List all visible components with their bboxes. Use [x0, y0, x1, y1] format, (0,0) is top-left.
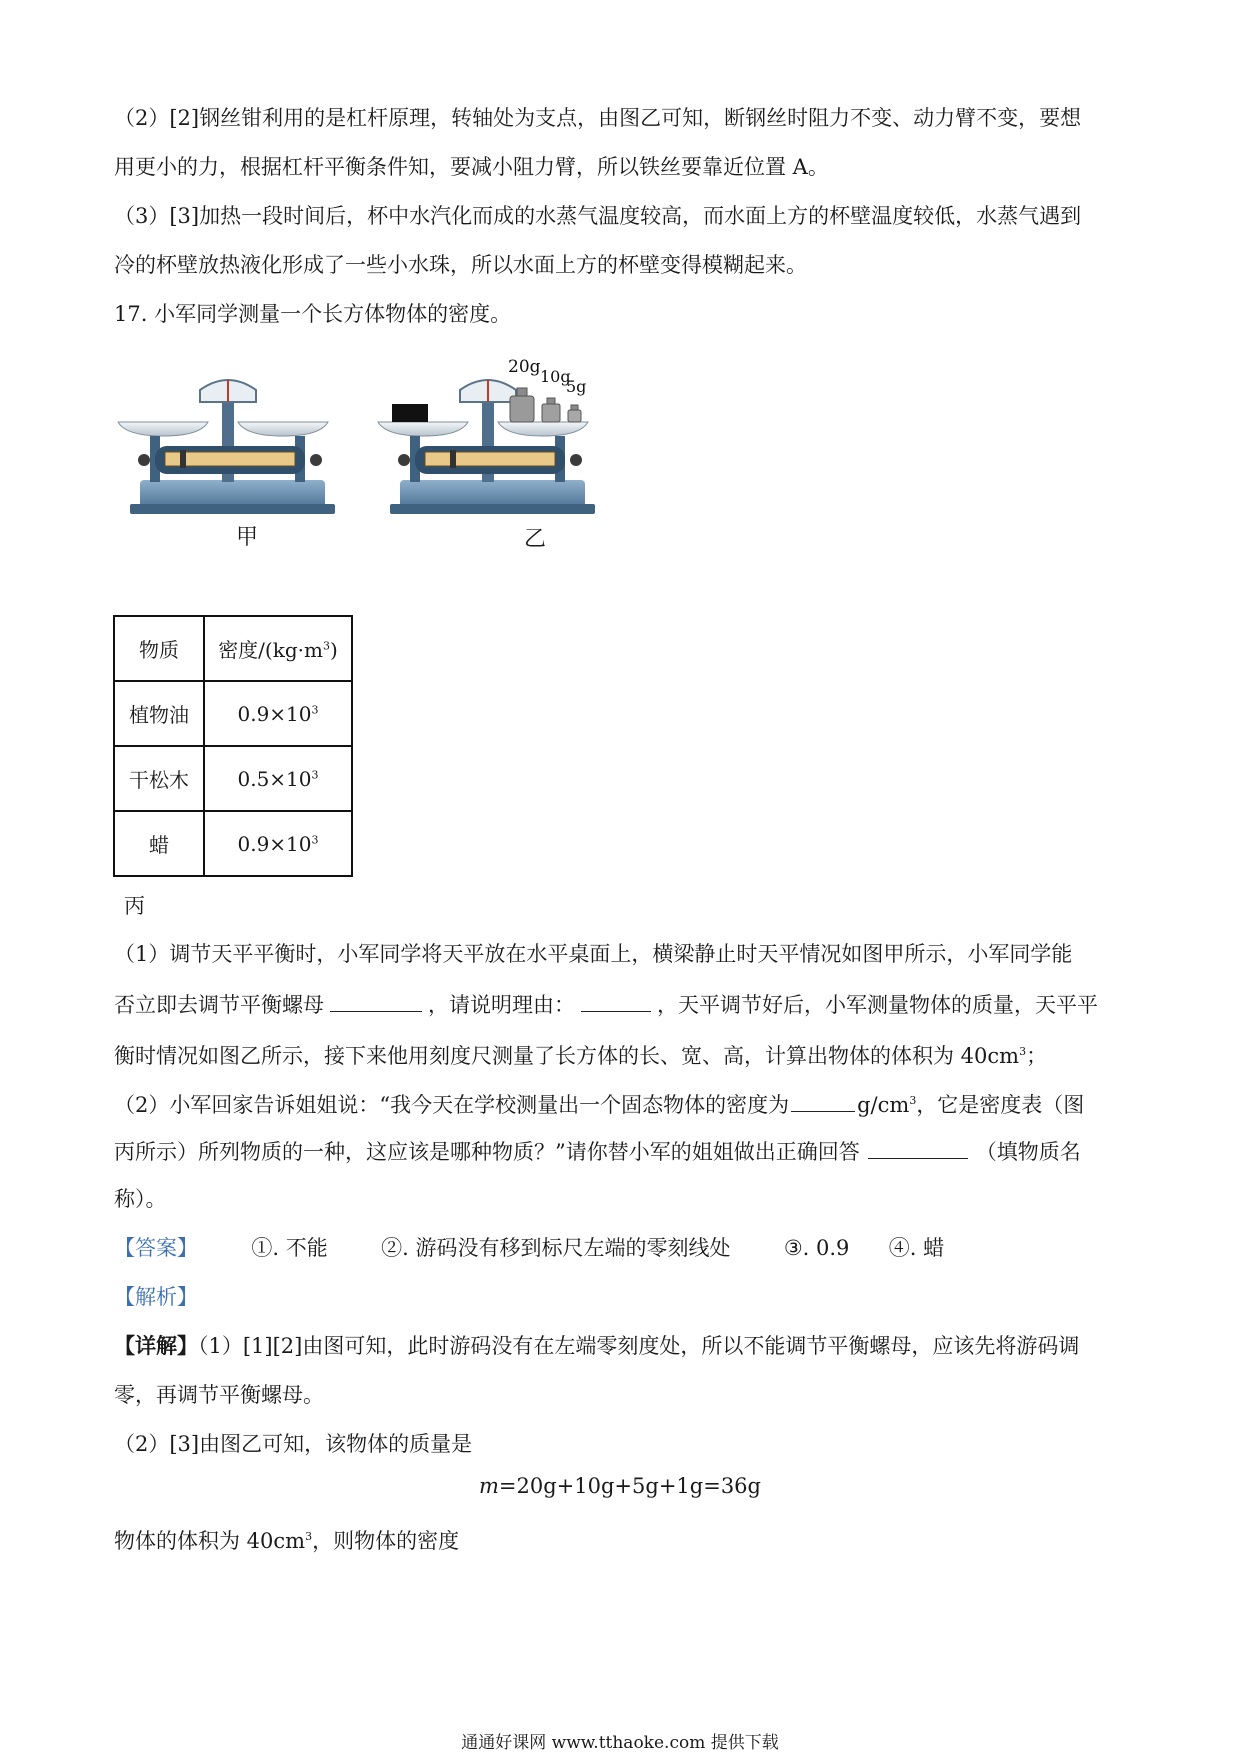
part2-line-2: 丙所示）所列物质的一种，这应该是哪种物质？”请你替小军的姐姐做出正确回答 （填物质名	[114, 1136, 1081, 1166]
density-table	[113, 615, 353, 877]
balance-left	[118, 380, 335, 514]
part2-line-1: （2）小军回家告诉姐姐说：“我今天在学校测量出一个固态物体的密度为 $g/cm^3$，它是密度表（图	[114, 1087, 1084, 1119]
answer-item-1: ①. 不能	[251, 1236, 328, 1260]
intro-line-1: （2）[2]钢丝钳利用的是杠杆原理，转轴处为支点，由图乙可知，断钢丝时阻力不变、动力臂不变，要想	[114, 106, 1082, 130]
cell-name: 植物油	[114, 681, 204, 746]
balance-figure	[110, 350, 670, 550]
intro-line-2: 用更小的力，根据杠杆平衡条件知，要减小阻力臂，所以铁丝要靠近位置 A。	[114, 155, 829, 179]
table-row	[114, 811, 352, 876]
table-row	[114, 746, 352, 811]
cell-value: $0.5\times 10^3$	[204, 746, 352, 811]
cell-name: 干松木	[114, 746, 204, 811]
answer-item-3: ③. 0.9	[783, 1236, 850, 1260]
answer-blank-2[interactable]	[581, 989, 651, 1012]
cell-value: $0.9\times 10^3$	[204, 811, 352, 876]
weight-label-10g: 10g	[540, 367, 571, 386]
page-footer: 通通好课网 www.tthaoke.com 提供下载	[461, 1733, 779, 1753]
balance-right	[378, 357, 595, 514]
analysis-tag: 【解析】	[114, 1285, 198, 1309]
cell-name: 蜡	[114, 811, 204, 876]
question-title: 17. 小军同学测量一个长方体物体的密度。	[114, 302, 512, 326]
table-header-row	[114, 616, 352, 681]
part2-line-3: 称）。	[114, 1187, 167, 1211]
answer-blank-1[interactable]	[330, 989, 422, 1012]
detail-line-1: 【详解】（1）[1][2]由图可知，此时游码没有在左端零刻度处，所以不能调节平衡螺母，应该先将游码调	[114, 1333, 1080, 1358]
detail-tag: 【详解】	[114, 1333, 198, 1358]
weight-label-20g: 20g	[508, 357, 541, 377]
part1-line-3: 衡时情况如图乙所示，接下来他用刻度尺测量了长方体的长、宽、高，计算出物体的体积为 $40cm^3$；	[114, 1044, 1048, 1068]
answer-item-4: ④. 蜡	[888, 1236, 945, 1260]
answer-blank-4[interactable]	[868, 1136, 968, 1159]
answer-tag: 【答案】	[114, 1236, 198, 1260]
table-row	[114, 681, 352, 746]
cell-value: $0.9\times 10^3$	[204, 681, 352, 746]
figure-label-bing: 丙	[124, 894, 145, 918]
answer-blank-3[interactable]	[791, 1089, 855, 1112]
measured-object	[392, 404, 428, 422]
intro-line-3: （3）[3]加热一段时间后，杯中水汽化而成的水蒸气温度较高，而水面上方的杯壁温度较低，水蒸气遇到	[114, 204, 1082, 228]
detail-line-4: 物体的体积为 $40cm^3$，则物体的密度	[114, 1529, 460, 1553]
header-density: 密度$/(kg\cdot m^3)$	[204, 616, 352, 681]
intro-line-4: 冷的杯壁放热液化形成了一些小水珠，所以水面上方的杯壁变得模糊起来。	[114, 253, 807, 277]
detail-line-2: 零，再调节平衡螺母。	[114, 1383, 324, 1407]
header-substance: 物质	[114, 616, 204, 681]
part1-line-1: （1）调节天平平衡时，小军同学将天平放在水平桌面上，横梁静止时天平情况如图甲所示，小军同学能	[114, 942, 1073, 966]
mass-formula: m=20g+10g+5g+1g=36g	[478, 1474, 761, 1498]
figure-label-jia: 甲	[236, 525, 259, 550]
weight-label-5g: 5g	[566, 377, 587, 396]
figure-label-yi: 乙	[524, 527, 547, 552]
detail-line-3: （2）[3]由图乙可知，该物体的质量是	[114, 1432, 473, 1456]
answer-line	[114, 1234, 944, 1262]
part1-line-2: 否立即去调节平衡螺母 ，请说明理由： ，天平调节好后，小军测量物体的质量，天平平	[114, 989, 1098, 1019]
answer-item-2: ②. 游码没有移到标尺左端的零刻线处	[381, 1236, 731, 1260]
